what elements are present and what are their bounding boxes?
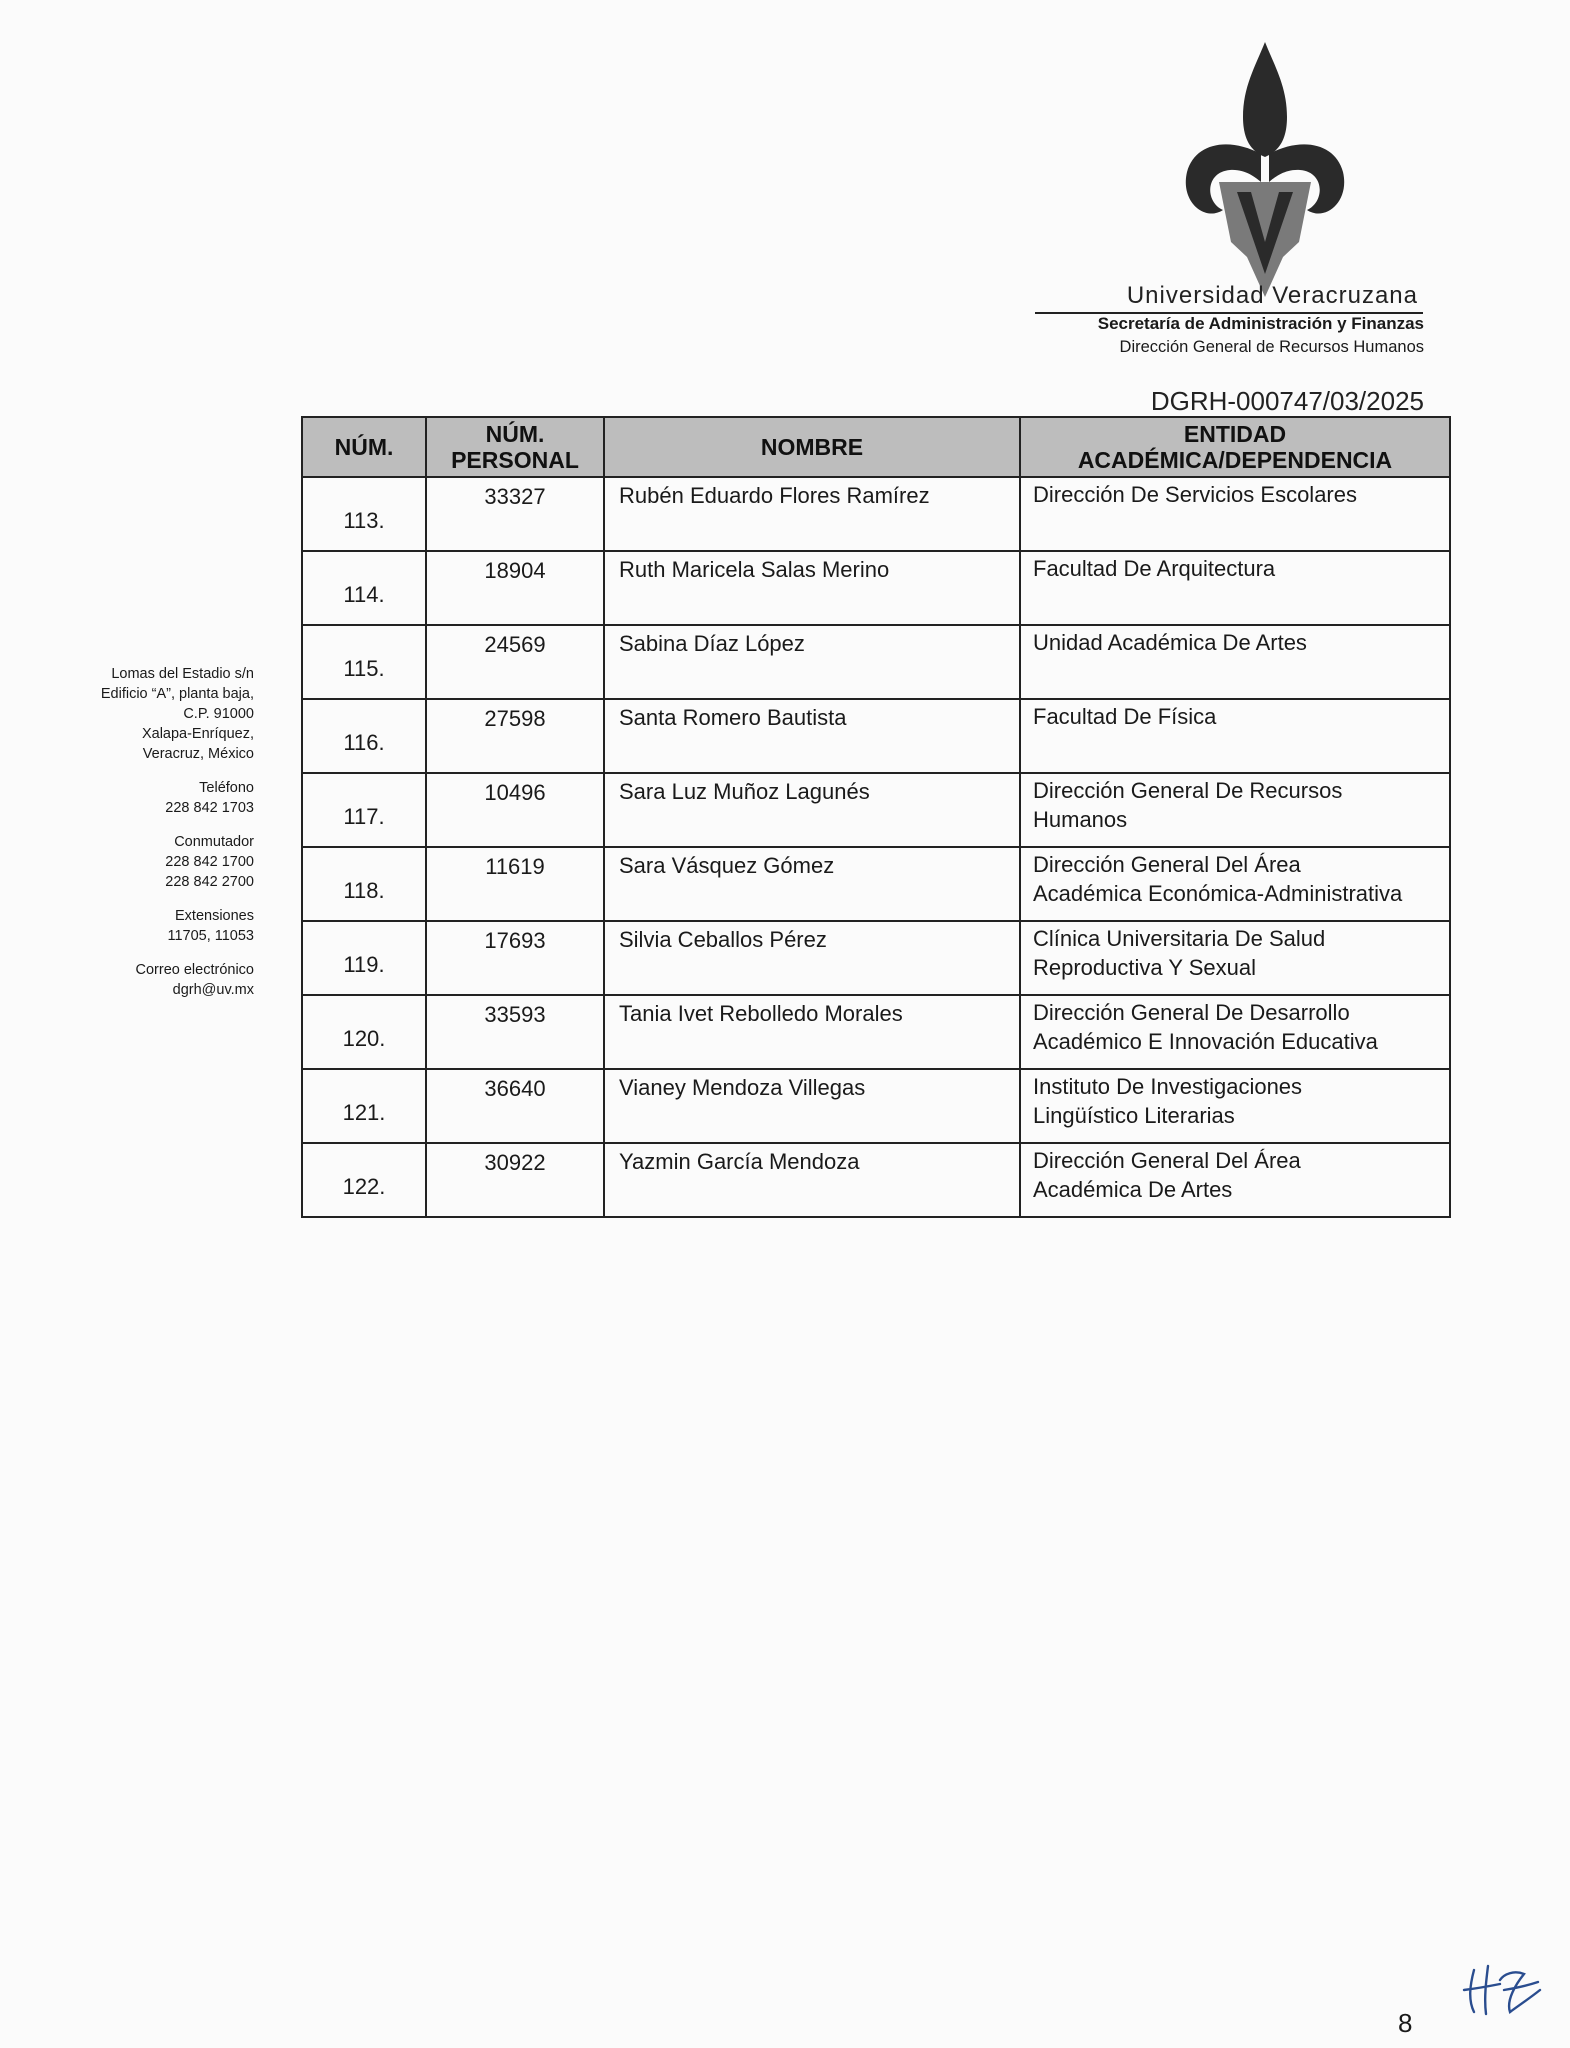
table-row <box>302 921 1450 995</box>
entity-line: Facultad De Arquitectura <box>1033 556 1276 581</box>
employee-name: Sara Vásquez Gómez <box>604 847 1020 921</box>
employee-name: Sara Luz Muñoz Lagunés <box>604 773 1020 847</box>
academic-entity <box>1020 995 1450 1069</box>
row-number: 119. <box>302 921 426 995</box>
table-row <box>302 1069 1450 1143</box>
header-personal-line: PERSONAL <box>451 447 579 473</box>
email-link[interactable]: dgrh@uv.mx <box>172 982 254 998</box>
switchboard-block <box>60 832 254 892</box>
row-number: 117. <box>302 773 426 847</box>
address-line: Lomas del Estadio s/n <box>111 666 254 682</box>
row-number: 118. <box>302 847 426 921</box>
row-number: 121. <box>302 1069 426 1143</box>
personal-number: 10496 <box>426 773 604 847</box>
employee-name: Ruth Maricela Salas Merino <box>604 551 1020 625</box>
academic-entity <box>1020 773 1450 847</box>
header-entidad <box>1020 417 1450 477</box>
row-number: 113. <box>302 477 426 551</box>
header-personal-line: NÚM. <box>485 421 545 447</box>
document-reference: DGRH-000747/03/2025 <box>1150 386 1424 416</box>
entity-line: Instituto De Investigaciones <box>1033 1074 1303 1099</box>
row-number: 120. <box>302 995 426 1069</box>
academic-entity <box>1020 1143 1450 1217</box>
employee-name: Tania Ivet Rebolledo Morales <box>604 995 1020 1069</box>
employee-name: Santa Romero Bautista <box>604 699 1020 773</box>
entity-line: Académica De Artes <box>1033 1177 1233 1202</box>
academic-entity <box>1020 477 1450 551</box>
row-number: 115. <box>302 625 426 699</box>
academic-entity <box>1020 921 1450 995</box>
row-number: 116. <box>302 699 426 773</box>
secretariat-name: Secretaría de Administración y Finanzas <box>1097 314 1424 333</box>
entity-line: Reproductiva Y Sexual <box>1033 955 1256 980</box>
address-line: Edificio “A”, planta baja, <box>100 686 254 702</box>
switchboard-number: 228 842 1700 <box>165 854 254 870</box>
academic-entity <box>1020 847 1450 921</box>
academic-entity <box>1020 699 1450 773</box>
entity-line: Clínica Universitaria De Salud <box>1033 926 1326 951</box>
phone-number: 228 842 1703 <box>165 800 254 816</box>
table-row <box>302 773 1450 847</box>
address-line: Xalapa-Enríquez, <box>141 726 254 742</box>
entity-line: Dirección General Del Área <box>1033 852 1301 877</box>
academic-entity <box>1020 551 1450 625</box>
table-row <box>302 551 1450 625</box>
entity-line: Académica Económica-Administrativa <box>1033 881 1403 906</box>
personal-number: 24569 <box>426 625 604 699</box>
header-nombre: NOMBRE <box>604 417 1020 477</box>
entity-line: Académico E Innovación Educativa <box>1033 1029 1378 1054</box>
personal-number: 27598 <box>426 699 604 773</box>
employee-name: Rubén Eduardo Flores Ramírez <box>604 477 1020 551</box>
email-label: Correo electrónico <box>135 962 254 978</box>
entity-line: Dirección General Del Área <box>1033 1148 1301 1173</box>
extensions-label: Extensiones <box>175 908 254 924</box>
table-row <box>302 1143 1450 1217</box>
entity-line: Dirección General De Desarrollo <box>1033 1000 1350 1025</box>
header-entidad-line: ENTIDAD <box>1183 421 1287 447</box>
personal-number: 30922 <box>426 1143 604 1217</box>
extensions-value: 11705, 11053 <box>167 928 254 944</box>
address-line: C.P. 91000 <box>183 706 254 722</box>
switchboard-label: Conmutador <box>174 834 254 850</box>
employee-name: Yazmin García Mendoza <box>604 1143 1020 1217</box>
personal-number: 36640 <box>426 1069 604 1143</box>
address-block <box>60 664 254 764</box>
table-row <box>302 625 1450 699</box>
entity-line: Humanos <box>1033 807 1128 832</box>
table-header-row <box>302 417 1450 477</box>
table-row <box>302 477 1450 551</box>
table-row <box>302 847 1450 921</box>
entity-line: Unidad Académica De Artes <box>1033 630 1307 655</box>
header-personal <box>426 417 604 477</box>
academic-entity <box>1020 625 1450 699</box>
row-number: 114. <box>302 551 426 625</box>
entity-line: Dirección General De Recursos <box>1033 778 1343 803</box>
table-row <box>302 699 1450 773</box>
employee-name: Vianey Mendoza Villegas <box>604 1069 1020 1143</box>
entity-line: Dirección De Servicios Escolares <box>1033 482 1357 507</box>
contact-sidebar <box>60 664 254 1014</box>
employee-name: Sabina Díaz López <box>604 625 1020 699</box>
academic-entity <box>1020 1069 1450 1143</box>
personnel-table <box>301 416 1451 1218</box>
table-row <box>302 995 1450 1069</box>
header-num: NÚM. <box>302 417 426 477</box>
personal-number: 17693 <box>426 921 604 995</box>
entity-line: Facultad De Física <box>1033 704 1217 729</box>
address-line: Veracruz, México <box>142 746 254 762</box>
university-logo <box>1175 42 1355 297</box>
page-number: 8 <box>1398 2008 1413 2038</box>
table-body <box>302 477 1450 1217</box>
header-entidad-line: ACADÉMICA/DEPENDENCIA <box>1077 447 1393 473</box>
extensions-block <box>60 906 254 946</box>
phone-label: Teléfono <box>199 780 254 796</box>
entity-line: Lingüístico Literarias <box>1033 1103 1235 1128</box>
handwritten-initials <box>1460 1960 1544 2020</box>
email-block <box>60 960 254 1000</box>
row-number: 122. <box>302 1143 426 1217</box>
personal-number: 33327 <box>426 477 604 551</box>
university-name: Universidad Veracruzana <box>1126 282 1418 309</box>
phone-block <box>60 778 254 818</box>
personal-number: 33593 <box>426 995 604 1069</box>
personal-number: 18904 <box>426 551 604 625</box>
switchboard-number: 228 842 2700 <box>165 874 254 890</box>
employee-name: Silvia Ceballos Pérez <box>604 921 1020 995</box>
directorate-name: Dirección General de Recursos Humanos <box>1119 338 1424 356</box>
personal-number: 11619 <box>426 847 604 921</box>
